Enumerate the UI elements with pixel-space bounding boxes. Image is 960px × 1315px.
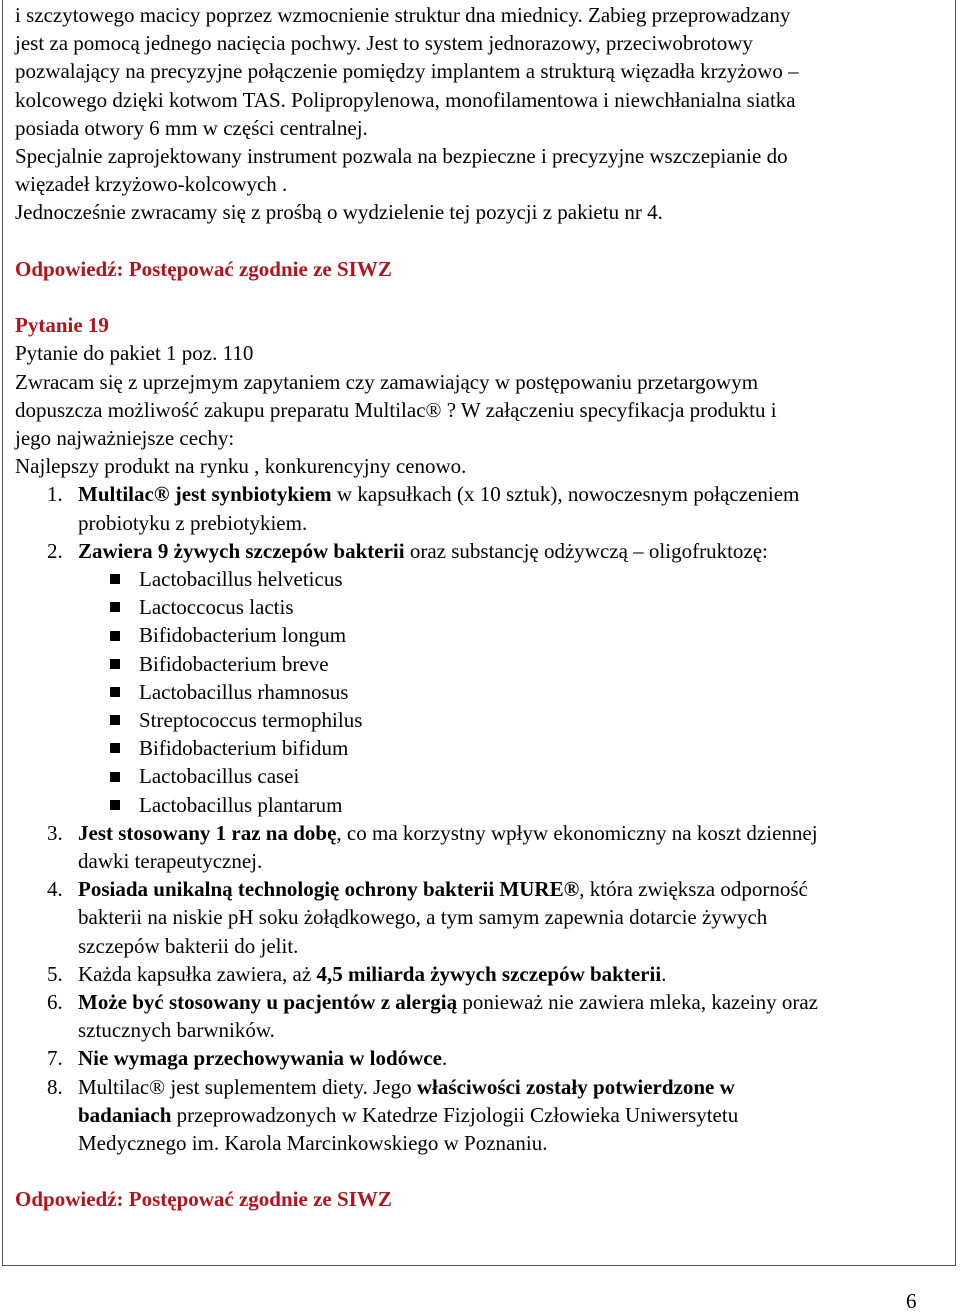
- bacteria-name: Lactobacillus rhamnosus: [139, 679, 349, 704]
- page-number: 6: [906, 1289, 917, 1313]
- intro-line: jest za pomocą jednego nacięcia pochwy. Jest to system jednorazowy, przeciwobrotowy: [15, 31, 753, 56]
- list-item: [15, 565, 950, 593]
- item-text: bakterii na niskie pH soku żołądkowego, a tym samym zapewnia dotarcie żywych: [78, 905, 768, 930]
- item-bold-text: Jest stosowany 1 raz na dobę: [78, 820, 337, 845]
- feature-item: [15, 988, 950, 1044]
- item-number: 8.: [47, 1074, 63, 1099]
- intro-line: więzadeł krzyżowo-kolcowych .: [15, 172, 288, 197]
- item-text: , która zwiększa odporność: [579, 877, 808, 902]
- bacteria-name: Lactobacillus casei: [139, 764, 300, 789]
- bacteria-name: Bifidobacterium longum: [139, 623, 347, 648]
- bacteria-list: [15, 565, 950, 819]
- bacteria-name: Lactoccocus lactis: [139, 595, 294, 620]
- square-bullet-icon: [110, 687, 120, 697]
- intro-line: pozwalający na precyzyjne połączenie pomiędzy implantem a strukturą więzadła krzyżowo –: [15, 59, 799, 84]
- item-bold-text: badaniach: [78, 1102, 172, 1127]
- item-text: przeprowadzonych w Katedrze Fizjologii Człowieka Uniwersytetu: [171, 1102, 739, 1127]
- item-number: 1.: [47, 482, 63, 507]
- item-text: , co ma korzystny wpływ ekonomiczny na koszt dziennej: [336, 820, 818, 845]
- intro-line: i szczytowego macicy poprzez wzmocnienie struktur dna miednicy. Zabieg przeprowadzany: [15, 3, 791, 27]
- feature-item: [15, 960, 950, 988]
- feature-item: [15, 819, 950, 875]
- feature-item: [15, 480, 950, 536]
- item-number: 6.: [47, 990, 63, 1015]
- item-bold-text: Nie wymaga przechowywania w lodówce: [78, 1046, 442, 1071]
- intro-line: kolcowego dzięki kotwom TAS. Polipropylenowa, monofilamentowa i niewchłanialna siatka: [15, 87, 796, 112]
- list-item: [15, 734, 950, 762]
- question-line: jego najważniejsze cechy:: [15, 426, 235, 451]
- item-number: 5.: [47, 961, 63, 986]
- intro-line: Jednocześnie zwracamy się z prośbą o wydzielenie tej pozycji z pakietu nr 4.: [15, 200, 663, 225]
- list-item: [15, 762, 950, 790]
- item-number: 7.: [47, 1046, 63, 1071]
- bacteria-name: Streptococcus termophilus: [139, 708, 363, 733]
- item-bold-text: Multilac® jest synbiotykiem: [78, 482, 332, 507]
- item-text: szczepów bakterii do jelit.: [78, 933, 299, 958]
- item-text: ponieważ nie zawiera mleka, kazeiny oraz: [457, 990, 818, 1015]
- item-bold-text: właściwości zostały potwierdzone w: [416, 1074, 735, 1099]
- answer-heading: Odpowiedź: Postępować zgodnie ze SIWZ: [15, 256, 392, 281]
- item-number: 3.: [47, 820, 63, 845]
- bacteria-name: Lactobacillus helveticus: [139, 567, 343, 592]
- item-bold-text: Może być stosowany u pacjentów z alergią: [78, 990, 458, 1015]
- list-item: [15, 791, 950, 819]
- bacteria-name: Bifidobacterium bifidum: [139, 736, 349, 761]
- list-item: [15, 650, 950, 678]
- answer-heading: Odpowiedź: Postępować zgodnie ze SIWZ: [15, 1187, 392, 1212]
- item-number: 4.: [47, 877, 63, 902]
- intro-line: Specjalnie zaprojektowany instrument pozwala na bezpieczne i precyzyjne wszczepianie do: [15, 144, 788, 169]
- item-text: w kapsułkach (x 10 sztuk), nowoczesnym połączeniem: [331, 482, 800, 507]
- bacteria-name: Bifidobacterium breve: [139, 651, 329, 676]
- item-bold-text: Zawiera 9 żywych szczepów bakterii: [78, 538, 405, 563]
- square-bullet-icon: [110, 574, 120, 584]
- question-line: Zwracam się z uprzejmym zapytaniem czy zamawiający w postępowaniu przetargowym: [15, 369, 759, 394]
- item-text: oraz substancję odżywczą – oligofruktozę:: [404, 538, 768, 563]
- item-bold-text: Posiada unikalną technologię ochrony bakterii MURE®: [78, 877, 580, 902]
- feature-item: [15, 1044, 950, 1072]
- list-item: [15, 593, 950, 621]
- question-paragraph: [15, 339, 950, 480]
- question-line: Pytanie do pakiet 1 poz. 110: [15, 341, 254, 366]
- square-bullet-icon: [110, 800, 120, 810]
- item-text: .: [441, 1046, 448, 1071]
- feature-item: [15, 537, 950, 565]
- item-text: Medycznego im. Karola Marcinkowskiego w Poznaniu.: [78, 1131, 548, 1156]
- item-bold-text: 4,5 miliarda żywych szczepów bakterii: [316, 961, 662, 986]
- item-number: 2.: [47, 538, 63, 563]
- item-text: dawki terapeutycznej.: [78, 849, 263, 874]
- item-text: probiotyku z prebiotykiem.: [78, 510, 308, 535]
- feature-item: [15, 1073, 950, 1158]
- square-bullet-icon: [110, 715, 120, 725]
- bacteria-name: Lactobacillus plantarum: [139, 792, 343, 817]
- document-body: [15, 1, 950, 1214]
- feature-list: [15, 480, 950, 1157]
- intro-line: posiada otwory 6 mm w części centralnej.: [15, 115, 368, 140]
- list-item: [15, 706, 950, 734]
- question-line: Najlepszy produkt na rynku , konkurencyjny cenowo.: [15, 454, 467, 479]
- question-heading: Pytanie 19: [15, 313, 109, 338]
- intro-paragraph: [15, 1, 950, 227]
- feature-item: [15, 875, 950, 960]
- square-bullet-icon: [110, 743, 120, 753]
- content-frame: [2, 0, 956, 1266]
- question-line: dopuszcza możliwość zakupu preparatu Multilac® ? W załączeniu specyfikacja produktu i: [15, 397, 777, 422]
- item-text: sztucznych barwników.: [78, 1018, 275, 1043]
- item-text: Multilac® jest suplementem diety. Jego: [78, 1074, 417, 1099]
- square-bullet-icon: [110, 659, 120, 669]
- list-item: [15, 621, 950, 649]
- square-bullet-icon: [110, 772, 120, 782]
- item-text: .: [661, 961, 667, 986]
- square-bullet-icon: [110, 602, 120, 612]
- item-text: Każda kapsułka zawiera, aż: [78, 961, 317, 986]
- square-bullet-icon: [110, 631, 120, 641]
- list-item: [15, 678, 950, 706]
